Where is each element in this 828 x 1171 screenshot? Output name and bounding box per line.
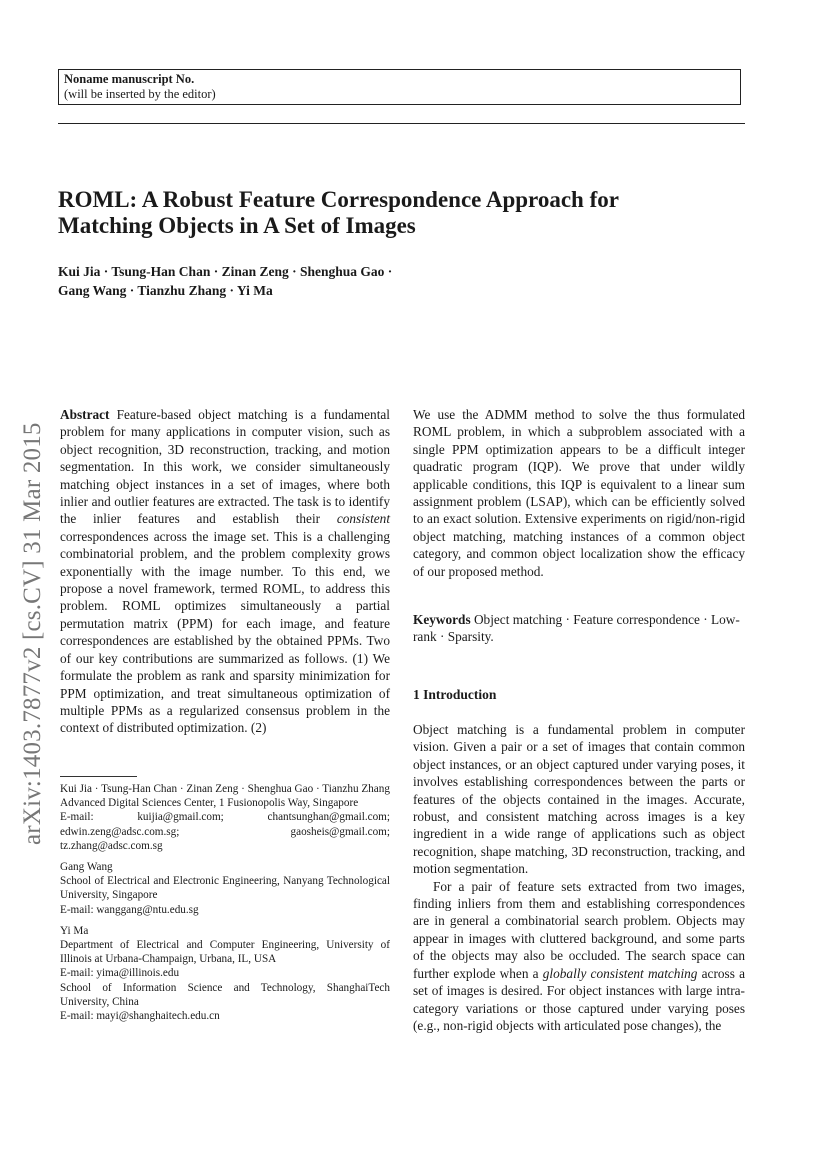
- abstract-text: Feature-based object matching is a fundamental problem for many applications in computer vision, such as object recognition, 3D reconstruction, tracking, and motion segmentation. In this work, we consider simultaneously matching object instances in a set of images, where both inlier and outlier features are extracted. The task is to identify the inlier features and establish their: [60, 407, 390, 527]
- editor-note: (will be inserted by the editor): [64, 87, 216, 101]
- footnote-names-1: Kui Jia · Tsung-Han Chan · Zinan Zeng · Shenghua Gao · Tianzhu Zhang: [60, 783, 390, 795]
- email-label: E-mail:: [60, 811, 94, 824]
- title-line-2: Matching Objects in A Set of Images: [58, 213, 416, 238]
- footnote-affiliation-2: School of Electrical and Electronic Engineering, Nanyang Technological University, Singapore: [60, 875, 390, 902]
- footnote-email-3b: E-mail: mayi@shanghaitech.edu.cn: [60, 1010, 220, 1023]
- footnote-rule: [60, 776, 137, 777]
- keywords-block: [413, 611, 745, 646]
- arxiv-identifier: arXiv:1403.7877v2 [cs.CV] 31 Mar 2015: [19, 422, 46, 845]
- author-list: [58, 262, 758, 300]
- title-line-1: ROML: A Robust Feature Correspondence Approach for: [58, 187, 619, 212]
- abstract-column: [60, 406, 390, 737]
- footnote-email-2: E-mail: wanggang@ntu.edu.sg: [60, 903, 199, 916]
- abstract-continued-text: We use the ADMM method to solve the thus formulated ROML problem, in which a subproblem associated with a single PPM optimization appears to be a difficult integer quadratic program (IQP). We prove that under wildly applicable conditions, this IQP is equivalent to a linear sum assignment problem (LSAP), which can be efficiently solved to an exact solution. Extensive experiments on rigid/non-rigid object matching, matching instances of a common object category, and common object localization show the efficacy of our proposed method.: [413, 407, 745, 579]
- intro-paragraph-2: [413, 878, 745, 1035]
- footnote-email-row-1: [60, 810, 390, 824]
- footnote-name-2: Gang Wang: [60, 861, 113, 874]
- keywords-label: Keywords: [413, 612, 471, 627]
- intro-p2-text-b: across a set of images is desired. For object instances with large intra-category variations or those captured under varying poses (e.g., non-rigid objects with articulated pose changes), the: [413, 965, 745, 1033]
- intro-p2-emphasis: globally consistent matching: [542, 965, 698, 981]
- footnote-affiliation-3b: School of Information Science and Technology, ShanghaiTech University, China: [60, 981, 390, 1008]
- abstract-emphasis: consistent: [336, 511, 391, 527]
- footnote-email-row-2: [60, 825, 390, 839]
- paper-title: [58, 187, 758, 239]
- email-chantsunghan: chantsunghan@gmail.com;: [267, 811, 390, 824]
- authors-line-1: Kui Jia · Tsung-Han Chan · Zinan Zeng · Shenghua Gao ·: [58, 264, 393, 279]
- abstract: [60, 406, 390, 737]
- authors-line-2: Gang Wang · Tianzhu Zhang · Yi Ma: [58, 283, 273, 298]
- footnote-affiliation-1: Advanced Digital Sciences Center, 1 Fusionopolis Way, Singapore: [60, 797, 359, 810]
- email-kuijia: kuijia@gmail.com;: [137, 811, 224, 824]
- abstract-text-2: correspondences across the image set. This is a challenging combinatorial problem, and the problem complexity grows exponentially with the image number. To this end, we propose a novel framework, termed ROML, to address this problem. ROML optimizes simultaneously a partial permutation matrix (PPM) for each image, and feature correspondences are established by the obtained PPMs. Two of our key contributions are summarized as follows. (1) We formulate the problem as rank and sparsity minimization for PPM optimization, and treat simultaneous optimization of multiple PPMs as a regularized consensus problem in the context of distributed optimization. (2): [60, 528, 390, 736]
- author-footnotes: [60, 782, 390, 1023]
- footnote-name-3: Yi Ma: [60, 924, 89, 937]
- introduction-body: [413, 721, 745, 1034]
- email-tzzhang: tz.zhang@adsc.com.sg: [60, 839, 163, 852]
- intro-paragraph-1: Object matching is a fundamental problem in computer vision. Given a pair or a set of images that contain common object instances, or an object captured under varying poses, it involves establishing correspondences between the parts or features of the objects contained in the images. Accurate, robust, and consistent matching across images is a key ingredient in a wide range of applications such as object recognition, shape matching, 3D reconstruction, tracking, and motion segmentation.: [413, 722, 745, 877]
- email-edwin: edwin.zeng@adsc.com.sg;: [60, 825, 180, 838]
- footnote-email-3a: E-mail: yima@illinois.edu: [60, 967, 180, 980]
- manuscript-header-box: [58, 69, 741, 105]
- keywords-text: Object matching · Feature correspondence · Low-rank · Sparsity.: [413, 612, 740, 645]
- intro-p2-text-a: For a pair of feature sets extracted from two images, finding inliers from them and establishing correspondences are in general a combinatorial search problem. Objects may appear in images with cluttered background, and some parts of the objects may also be occluded. The search space can further explode when a: [413, 878, 745, 981]
- email-gaosheis: gaosheis@gmail.com;: [290, 825, 390, 838]
- header-rule: [58, 123, 745, 124]
- manuscript-number: Noname manuscript No.: [64, 72, 195, 86]
- section-heading-introduction: 1 Introduction: [413, 687, 497, 702]
- abstract-continued: [413, 406, 745, 580]
- abstract-label: Abstract: [60, 407, 110, 422]
- footnote-affiliation-3a: Department of Electrical and Computer Engineering, University of Illinois at Urbana-Champaign, Urbana, IL, USA: [60, 939, 390, 966]
